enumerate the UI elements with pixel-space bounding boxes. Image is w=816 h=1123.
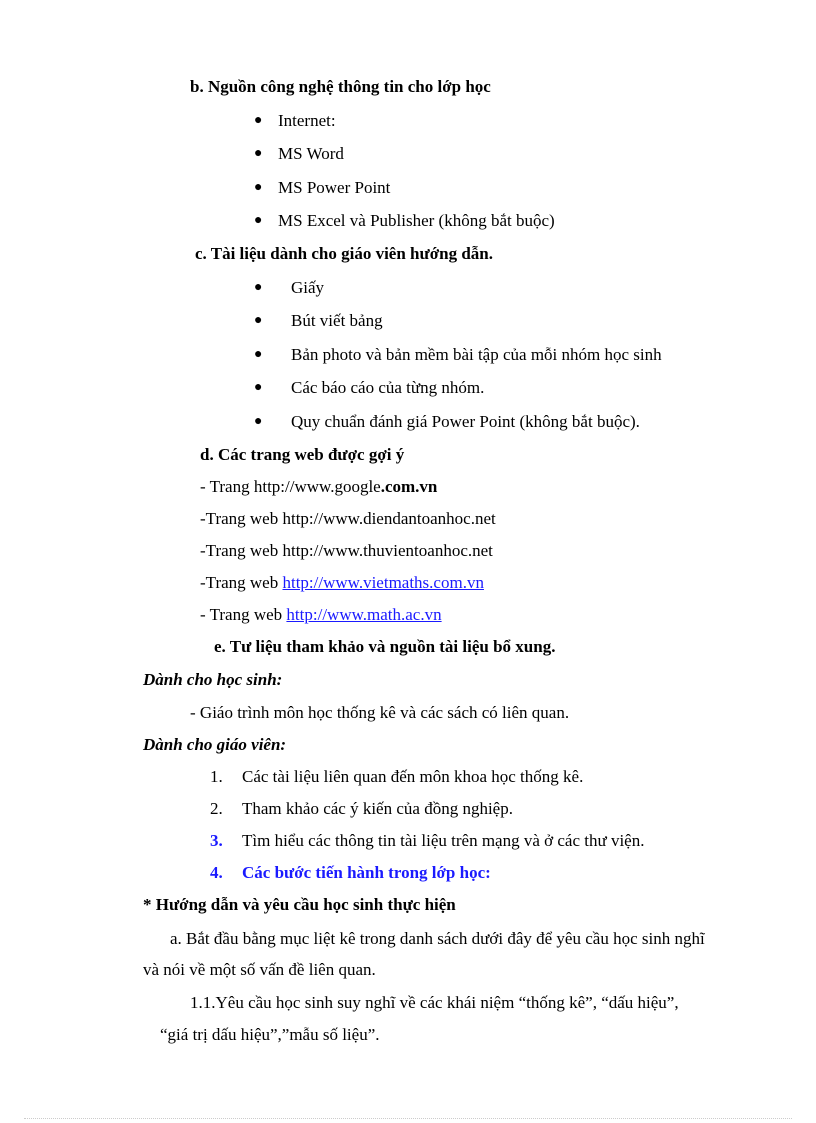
bullet-icon: ●	[254, 113, 263, 128]
site-domain-bold: .com.vn	[380, 477, 438, 496]
guide-heading: * Hướng dẫn và yêu cầu học sinh thực hiện	[143, 895, 456, 914]
list-item: Bút viết bảng	[291, 311, 383, 330]
list-item: Tìm hiểu các thông tin tài liệu trên mạng và ở các thư viện.	[242, 831, 645, 850]
site-link-math[interactable]: http://www.math.ac.vn	[286, 605, 442, 624]
bullet-icon: ●	[254, 180, 263, 195]
list-item: MS Power Point	[278, 178, 391, 197]
list-item-highlight: Các bước tiến hành trong lớp học:	[242, 863, 491, 882]
section-e-heading: e. Tư liệu tham khảo và nguồn tài liệu bổ xung.	[214, 637, 556, 656]
bullet-icon: ●	[254, 347, 263, 362]
list-number: 2.	[210, 799, 223, 818]
list-item: Các tài liệu liên quan đến môn khoa học thống kê.	[242, 767, 584, 786]
site-line: -Trang web http://www.diendantoanhoc.net	[200, 509, 496, 528]
bullet-icon: ●	[254, 146, 263, 161]
list-item: Giấy	[291, 278, 325, 297]
site-line	[200, 573, 484, 593]
site-line	[200, 605, 442, 625]
guide-paragraph-1-1: 1.1.Yêu cầu học sinh suy nghĩ về các khái niệm “thống kê”, “dấu hiệu”,	[190, 993, 679, 1012]
list-item: MS Word	[278, 144, 344, 163]
site-link-vietmaths[interactable]: http://www.vietmaths.com.vn	[282, 573, 484, 592]
site-line	[200, 477, 437, 497]
section-c-heading: c. Tài liệu dành cho giáo viên hướng dẫn.	[195, 244, 493, 263]
list-number: 3.	[210, 831, 223, 850]
guide-paragraph-a: a. Bắt đầu bằng mục liệt kê trong danh sách dưới đây để yêu cầu học sinh nghĩ	[170, 929, 705, 948]
bullet-icon: ●	[254, 280, 263, 295]
page-divider	[24, 1118, 792, 1119]
students-label: Dành cho học sinh:	[143, 670, 283, 689]
section-b-heading: b. Nguồn công nghệ thông tin cho lớp học	[190, 77, 491, 96]
site-line: -Trang web http://www.thuvientoanhoc.net	[200, 541, 493, 560]
list-number: 4.	[210, 863, 223, 882]
site-text: - Trang web	[200, 605, 287, 624]
list-item: MS Excel và Publisher (không bắt buộc)	[278, 211, 555, 230]
section-d-heading: d. Các trang web được gợi ý	[200, 445, 405, 464]
site-text: - Trang http://www.google	[200, 477, 381, 496]
guide-paragraph-1-1-cont: “giá trị dấu hiệu”,”mẫu số liệu”.	[160, 1025, 380, 1044]
bullet-icon: ●	[254, 313, 263, 328]
list-item: Các báo cáo của từng nhóm.	[291, 378, 485, 397]
teachers-label: Dành cho giáo viên:	[143, 735, 287, 754]
list-item: Tham khảo các ý kiến của đồng nghiệp.	[242, 799, 513, 818]
list-number: 1.	[210, 767, 223, 786]
guide-paragraph-a-cont: và nói về một số vấn đề liên quan.	[143, 960, 376, 979]
list-item: Bản photo và bản mềm bài tập của mỗi nhóm học sinh	[291, 345, 662, 364]
bullet-icon: ●	[254, 414, 263, 429]
list-item: Quy chuẩn đánh giá Power Point (không bắt buộc).	[291, 412, 640, 431]
site-text: -Trang web	[200, 573, 283, 592]
list-item: Internet:	[278, 111, 336, 130]
bullet-icon: ●	[254, 213, 263, 228]
bullet-icon: ●	[254, 380, 263, 395]
students-text: - Giáo trình môn học thống kê và các sách có liên quan.	[190, 703, 570, 722]
